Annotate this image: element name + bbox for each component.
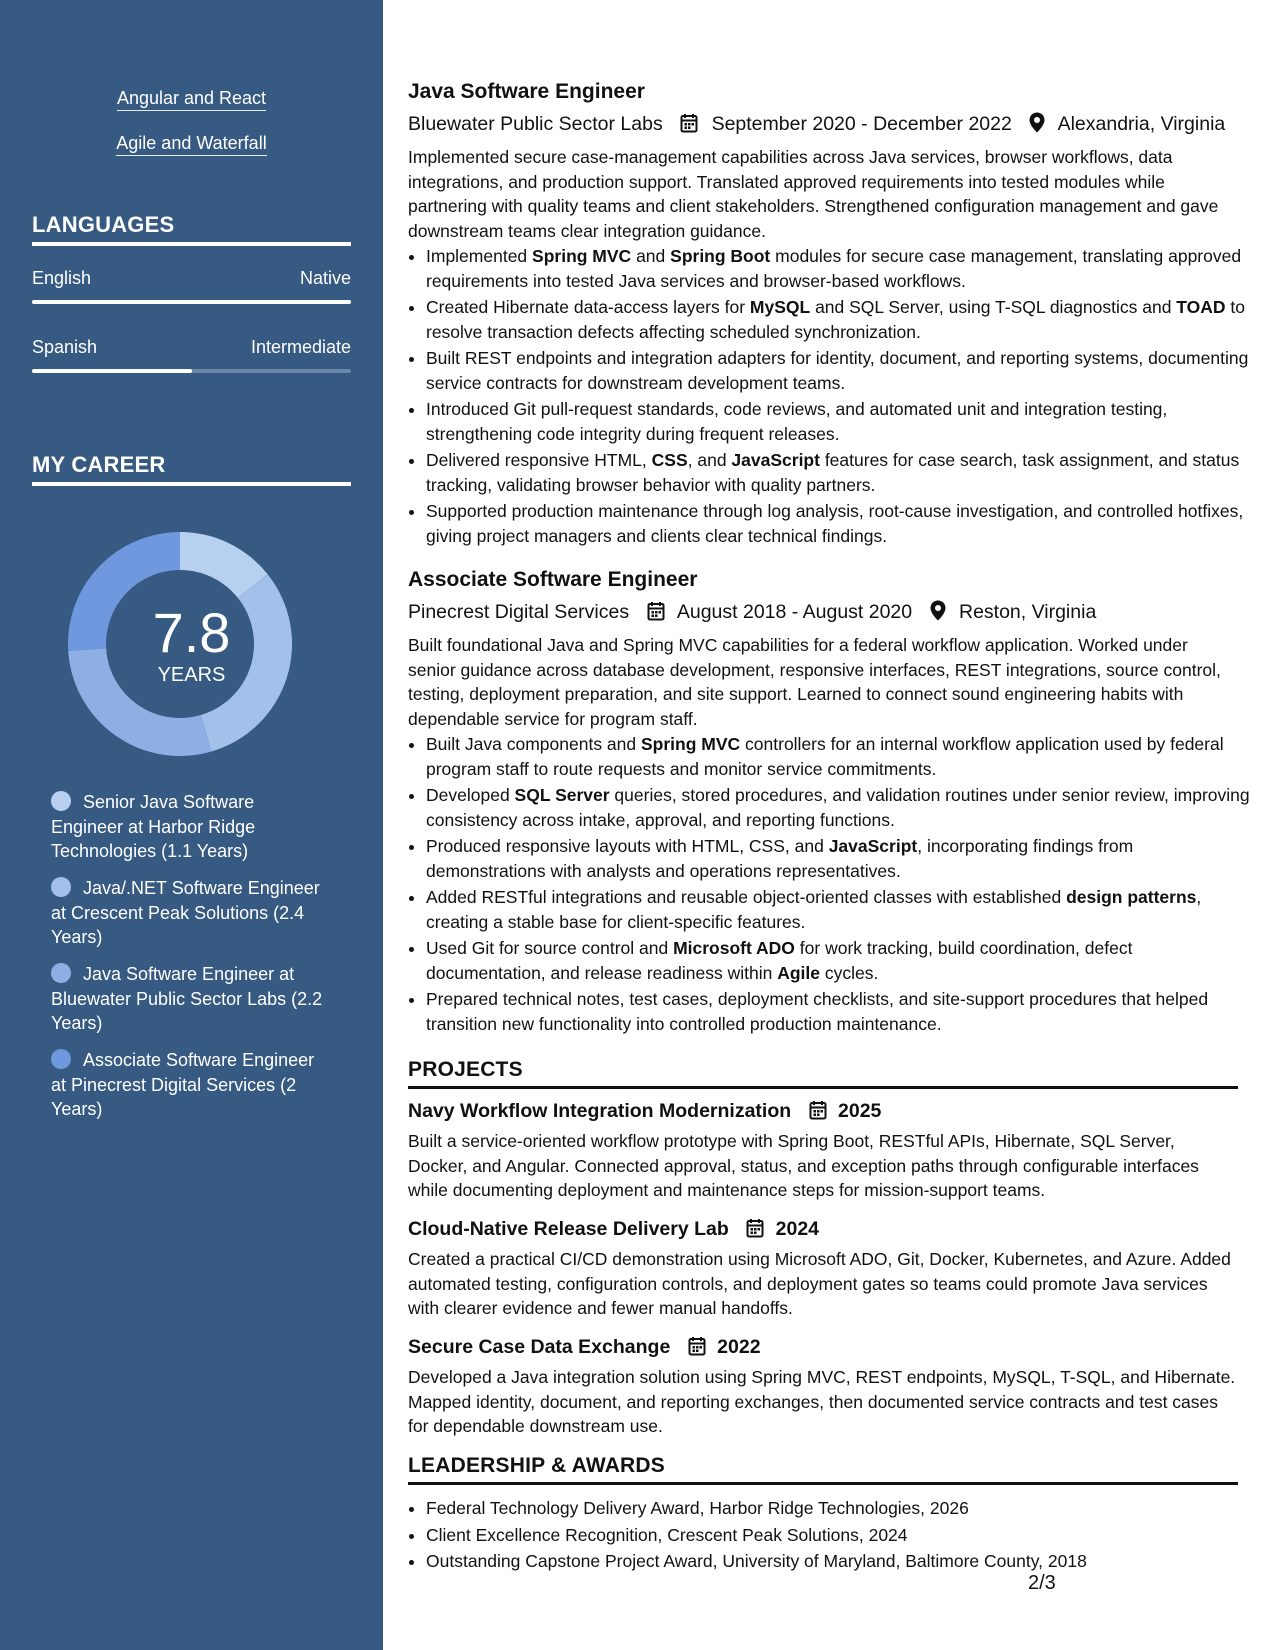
bold-keyword: CSS (651, 450, 688, 470)
calendar-icon (688, 1336, 706, 1362)
skill-link[interactable] (0, 133, 383, 154)
bold-keyword: MySQL (749, 297, 811, 317)
bullet-text: and (631, 246, 671, 266)
job-bullet (426, 244, 1256, 293)
skill-link[interactable] (0, 88, 383, 109)
bullet-text: controllers for an internal workflow application used by federal program staff to route requests and monitor service commitments. (426, 734, 1224, 779)
job-title: Associate Software Engineer (408, 568, 698, 591)
page-number: 2/3 (1028, 1572, 1056, 1594)
language-name: Spanish (32, 337, 98, 357)
bullet-text: , incorporating findings from demonstrations with analysts and operations representatives. (426, 836, 1134, 881)
bullet-text: features for case search, task assignment, and status tracking, validating browser behavior with quality partners. (426, 450, 1240, 495)
skill-label: Agile and Waterfall (116, 133, 266, 156)
legend-dot-icon (51, 1049, 71, 1069)
project-title (408, 1100, 881, 1126)
language-name: English (32, 268, 92, 288)
job-bullet (426, 987, 1256, 1036)
bullet-text: cycles. (820, 962, 879, 983)
job-title: Java Software Engineer (408, 80, 645, 103)
project-title (408, 1336, 761, 1362)
project-description: Built a service-oriented workflow prototype with Spring Boot, RESTful APIs, Hibernate, SQL Server, Docker, and Angular. Connected approval, status, and exception paths through configurable interfaces while documenting deployment and maintenance steps for mission-support teams. (408, 1131, 1199, 1200)
project-year: 2022 (717, 1336, 761, 1358)
awards-list (408, 1496, 1256, 1576)
bullet-text: , creating a stable base for client-specific features. (426, 887, 1202, 932)
job-location: Alexandria, Virginia (1057, 113, 1226, 135)
career-item-label: Associate Software Engineer at Pinecrest Digital Services (2 Years) (51, 1050, 315, 1119)
bold-keyword: Spring MVC (532, 246, 632, 266)
job-bullet (426, 783, 1256, 832)
calendar-icon (647, 601, 665, 627)
bullet-text: Implemented (426, 246, 533, 266)
project-year: 2024 (775, 1218, 820, 1240)
career-item-label: Java Software Engineer at Bluewater Public Sector Labs (2.2 Years) (51, 964, 323, 1033)
bullet-text: Created Hibernate data-access layers for (426, 297, 750, 317)
project-name: Cloud-Native Release Delivery Lab (408, 1218, 729, 1240)
language-row (32, 268, 351, 289)
project-year: 2025 (838, 1100, 882, 1122)
job-bullet (426, 448, 1256, 497)
project-name: Navy Workflow Integration Modernization (408, 1100, 792, 1122)
job-bullet (426, 295, 1256, 344)
location-pin-icon (1029, 112, 1045, 139)
career-heading: MY CAREER (32, 452, 351, 486)
bullet-text: , and (687, 450, 732, 470)
bullet-text: modules for secure case management, translating approved requirements into tested Java services and browser-based workflows. (426, 246, 1242, 291)
bullet-text: Developed (426, 785, 515, 805)
languages-heading: LANGUAGES (32, 212, 351, 246)
career-item (51, 790, 331, 864)
job-bullet (426, 936, 1256, 985)
job-summary: Built foundational Java and Spring MVC capabilities for a federal workflow application. Worked under senior guidance across database development, responsive interfaces, REST integrations, source control, testing, deployment preparation, and site support. Learned to connect sound engineering habits with dependable service for program staff. (408, 635, 1221, 729)
job-summary: Implemented secure case-management capabilities across Java services, browser workflows, data integrations, and production support. Translated approved requirements into tested modules while partnering with quality teams and client stakeholders. Strengthened configuration management and gave downstream teams clear integration guidance. (408, 147, 1219, 241)
bold-keyword: TOAD (1176, 297, 1226, 317)
bullet-text: for work tracking, build coordination, defect documentation, and release readiness within (426, 938, 1133, 983)
job-bullet (426, 885, 1256, 934)
bullet-text: to resolve transaction defects affecting scheduled synchronization. (426, 297, 1246, 342)
bold-keyword: Spring MVC (641, 734, 741, 754)
calendar-icon (680, 113, 698, 139)
job-meta (408, 112, 1225, 139)
job-bullets (408, 244, 1256, 550)
bullet-text: Built Java components and (426, 734, 641, 754)
calendar-icon (746, 1218, 764, 1244)
language-row (32, 337, 351, 358)
career-item (51, 962, 331, 1036)
project-name: Secure Case Data Exchange (408, 1336, 671, 1358)
bullet-text: Delivered responsive HTML, (426, 450, 652, 470)
legend-dot-icon (51, 791, 71, 811)
language-bar-fill (32, 300, 351, 304)
bullet-text: Produced responsive layouts with HTML, CSS, and (426, 836, 829, 856)
language-bar-fill (32, 369, 192, 373)
bold-keyword: JavaScript (731, 450, 820, 470)
bold-keyword: design patterns (1066, 887, 1197, 907)
job-dates: September 2020 - December 2022 (711, 113, 1012, 135)
legend-dot-icon (51, 877, 71, 897)
job-bullet (426, 346, 1256, 395)
company-name: Bluewater Public Sector Labs (408, 113, 663, 135)
job-bullet (426, 732, 1256, 781)
bullet-text: queries, stored procedures, and validation routines under senior review, improving consistency across intake, approval, and reporting functions. (426, 785, 1250, 830)
bullet-text: Prepared technical notes, test cases, deployment checklists, and site-support procedures that helped transition new functionality into controlled production maintenance. (426, 989, 1209, 1034)
bold-keyword: JavaScript (828, 836, 918, 856)
career-item-label: Java/.NET Software Engineer at Crescent Peak Solutions (2.4 Years) (51, 878, 320, 947)
project-description: Developed a Java integration solution using Spring MVC, REST endpoints, MySQL, T-SQL, and Hibernate. Mapped identity, document, and reporting exchanges, then documented service contracts and test cases for dependable downstream use. (408, 1367, 1236, 1436)
bullet-text: and SQL Server, using T-SQL diagnostics and (810, 297, 1177, 317)
company-name: Pinecrest Digital Services (408, 601, 630, 623)
job-bullet (426, 397, 1256, 446)
bullet-text: Used Git for source control and (426, 938, 674, 958)
bullet-text: Added RESTful integrations and reusable object-oriented classes with established (426, 887, 1067, 907)
skill-label: Angular and React (117, 88, 266, 111)
location-pin-icon (930, 600, 946, 627)
job-dates: August 2018 - August 2020 (676, 601, 913, 623)
job-location: Reston, Virginia (958, 601, 1097, 623)
sidebar (0, 0, 383, 1650)
bold-keyword: Spring Boot (670, 246, 771, 266)
legend-dot-icon (51, 963, 71, 983)
award-item: • Client Excellence Recognition, Crescent Peak Solutions, 2024 (426, 1523, 1256, 1548)
career-total-years: 7.8 (152, 601, 231, 664)
project-title (408, 1218, 819, 1244)
career-item (51, 876, 331, 950)
bold-keyword: SQL Server (514, 785, 610, 805)
award-item: • Outstanding Capstone Project Award, University of Maryland, Baltimore County, 2018 (426, 1549, 1256, 1574)
career-years-label: YEARS (157, 664, 226, 686)
career-item (51, 1048, 331, 1122)
job-bullets (408, 732, 1256, 1038)
awards-heading: LEADERSHIP & AWARDS (408, 1454, 1238, 1485)
bullet-text: Built REST endpoints and integration adapters for identity, document, and reporting systems, documenting service contracts for downstream development teams. (426, 348, 1249, 393)
projects-heading: PROJECTS (408, 1058, 1238, 1089)
calendar-icon (809, 1100, 827, 1126)
bold-keyword: Agile (777, 962, 820, 983)
job-meta (408, 600, 1096, 627)
language-bar (32, 300, 351, 304)
language-level: Intermediate (250, 337, 351, 357)
career-item-label: Senior Java Software Engineer at Harbor Ridge Technologies (1.1 Years) (51, 792, 256, 861)
project-description: Created a practical CI/CD demonstration using Microsoft ADO, Git, Docker, Kubernetes, and Azure. Added automated testing, configuration controls, and deployment gates so teams could promote Java services with clearer evidence and fewer manual handoffs. (408, 1249, 1231, 1318)
award-item: • Federal Technology Delivery Award, Harbor Ridge Technologies, 2026 (426, 1496, 1256, 1521)
language-bar (32, 369, 351, 373)
bullet-text: Supported production maintenance through log analysis, root-cause investigation, and controlled hotfixes, giving project managers and clients clear technical findings. (426, 501, 1244, 546)
job-bullet (426, 834, 1256, 883)
language-level: Native (299, 268, 351, 288)
bullet-text: Introduced Git pull-request standards, code reviews, and automated unit and integration testing, strengthening code integrity during frequent releases. (426, 399, 1168, 444)
bold-keyword: Microsoft ADO (673, 938, 795, 958)
job-bullet (426, 499, 1256, 548)
